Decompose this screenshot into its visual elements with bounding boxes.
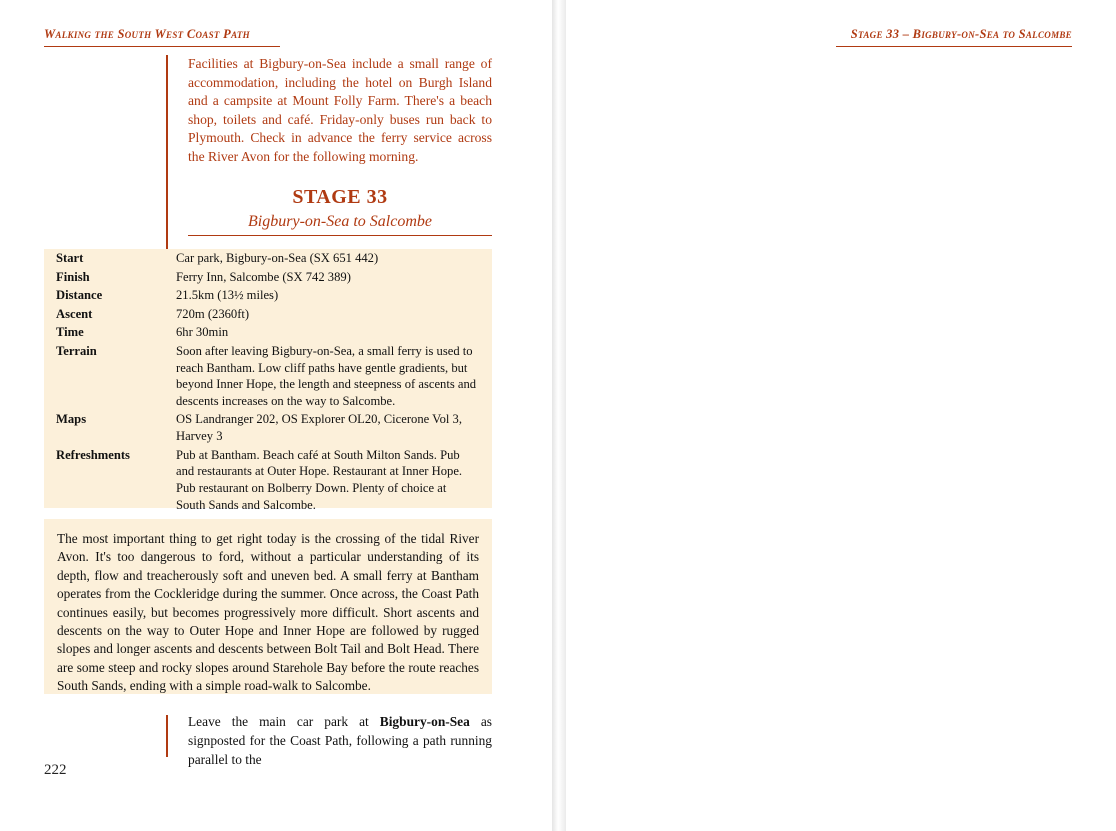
page-gutter [552,0,566,831]
info-key: Start [56,251,84,265]
info-value: Car park, Bigbury-on-Sea (SX 651 442) [176,251,379,265]
info-value: OS Landranger 202, OS Explorer OL20, Cicerone Vol 3, Harvey 3 [176,412,462,444]
header-rule-right [836,46,1072,47]
table-row [44,410,492,445]
info-key: Maps [56,412,87,427]
page-number-left: 222 [44,762,67,778]
intro-vertical-rule [166,55,168,253]
info-value: Ferry Inn, Salcombe (SX 742 389) [176,269,351,284]
intro-block [166,55,492,167]
table-row [44,446,492,514]
closing-paragraph [188,713,492,769]
header-rule-left [44,46,280,47]
closing-bold: Bigbury-on-Sea [379,714,470,729]
closing-post: as signposted for the Coast Path, following a path running parallel to the [188,714,492,767]
right-page [558,0,1116,831]
stage-number: STAGE 33 [292,186,388,208]
info-value: Pub at Bantham. Beach café at South Milton Sands. Pub and restaurants at Outer Hope. Restaurant at Inner Hope. Pub restaurant on Bolberry Down. Plenty of choice at South Sands and Salcombe. [176,447,463,512]
table-row [44,305,492,324]
closing-vertical-rule [166,715,168,757]
table-row [44,286,492,305]
info-key: Terrain [56,344,97,359]
table-row [44,249,492,268]
closing-pre: Leave the main car park at [188,714,380,729]
stage-heading [188,186,492,231]
running-head-left: Walking the South West Coast Path [44,27,250,41]
table-row [44,342,492,410]
running-head-right: Stage 33 – Bigbury-on-Sea to Salcombe [850,27,1072,41]
stage-summary-box [44,519,492,694]
closing-block [166,713,492,769]
info-value: 21.5km (13½ miles) [176,288,279,303]
info-value: Soon after leaving Bigbury-on-Sea, a small ferry is used to reach Bantham. Low cliff paths have gentle gradients, but beyond Inner Hope, the length and steepness of ascents and descents increases on the way to Salcombe. [176,344,477,408]
summary-paragraph: The most important thing to get right today is the crossing of the tidal River Avon. It's too dangerous to ford, without a particular understanding of its depth, flow and treacherously soft and uneven bed. A small ferry at Bantham operates from the Cockleridge during the summer. Once across, the Coast Path continues easily, but becomes progressively more difficult. Short ascents and descents on the way to Outer Hope and Inner Hope are followed by rugged slopes and longer ascents and descents between Bolt Tail and Bolt Head. There are some steep and rocky slopes around Starehole Bay before the route reaches South Sands, ending with a simple road-walk to Salcombe. [57,531,479,694]
info-key: Finish [56,269,90,284]
stage-info-box [44,249,492,512]
table-row [44,268,492,287]
stage-subtitle: Bigbury-on-Sea to Salcombe [248,213,432,230]
table-row [44,323,492,342]
intro-paragraph: Facilities at Bigbury-on-Sea include a small range of accommodation, including the hotel on Burgh Island and a campsite at Mount Folly Farm. There's a beach shop, toilets and café. Friday-only buses run back to Plymouth. Check in advance the ferry service across the River Avon for the following morning. [188,56,492,165]
info-key: Ascent [56,306,93,321]
info-key: Refreshments [56,447,130,462]
info-value: 6hr 30min [176,325,229,340]
info-key: Distance [56,288,103,303]
stage-rule [188,235,492,236]
info-value: 720m (2360ft) [176,306,250,321]
stage-info-table [44,249,492,514]
info-key: Time [56,325,84,340]
